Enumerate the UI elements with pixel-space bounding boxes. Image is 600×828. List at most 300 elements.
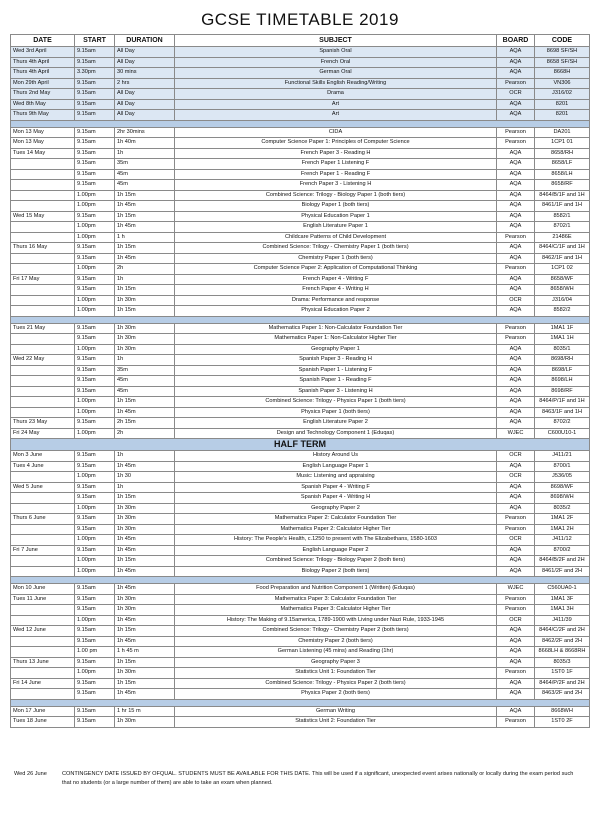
cell-code: 8461/1F and 1H [535,201,590,212]
cell-subject: German Oral [175,68,497,79]
cell-subject: Computer Science Paper 1: Principles of Computer Science [175,138,497,149]
cell-start: 9.15am [75,211,115,222]
cell-subject: Chemistry Paper 1 (both tiers) [175,253,497,264]
cell-duration: 1h 30 [115,472,175,483]
cell-start: 9.15am [75,138,115,149]
cell-date: Thurs 4th April [11,68,75,79]
cell-start: 1.00pm [75,306,115,317]
table-row [11,428,590,439]
cell-board: AQA [497,190,535,201]
cell-start: 1.00pm [75,407,115,418]
cell-board: Pearson [497,138,535,149]
cell-code: 8464/B/1F and 1H [535,190,590,201]
cell-subject: Mathematics Paper 3: Calculator Higher Tier [175,605,497,616]
cell-board: AQA [497,68,535,79]
cell-duration: 1h 30m [115,334,175,345]
cell-start: 1.00pm [75,222,115,233]
cell-date [11,344,75,355]
cell-subject: Functional Skills English Reading/Writing [175,78,497,89]
cell-board: AQA [497,689,535,700]
cell-date: Tues 21 May [11,323,75,334]
cell-board: WJEC [497,428,535,439]
cell-code: 8698/RF [535,386,590,397]
cell-start: 9.15am [75,285,115,296]
cell-date [11,566,75,577]
header-start: START [75,35,115,47]
cell-code: J411/39 [535,615,590,626]
cell-duration: 1h 30m [115,344,175,355]
cell-code: 1MA1 3F [535,594,590,605]
cell-duration: 1 h 45 m [115,647,175,658]
header-code: CODE [535,35,590,47]
cell-date: Mon 13 May [11,138,75,149]
cell-duration: 1h 30m [115,524,175,535]
cell-start: 1.00pm [75,201,115,212]
cell-start: 9.15am [75,636,115,647]
cell-subject: Biology Paper 2 (both tiers) [175,566,497,577]
cell-board: Pearson [497,78,535,89]
cell-board: Pearson [497,334,535,345]
table-row [11,159,590,170]
cell-duration: 1 h [115,232,175,243]
cell-subject: Art [175,99,497,110]
cell-subject: Design and Technology Component 1 (Eduqas) [175,428,497,439]
table-row [11,211,590,222]
cell-code: 8668LH & 8668RH [535,647,590,658]
cell-date [11,222,75,233]
cell-date [11,689,75,700]
cell-start: 9.15am [75,594,115,605]
cell-subject: Geography Paper 2 [175,503,497,514]
cell-board: AQA [497,222,535,233]
cell-board: AQA [497,493,535,504]
cell-code: J316/04 [535,295,590,306]
cell-duration: 1h 30m [115,605,175,616]
cell-code: 8698 SF/SH [535,47,590,58]
cell-start: 9.15am [75,514,115,525]
table-row [11,365,590,376]
cell-board: AQA [497,99,535,110]
cell-board: Pearson [497,127,535,138]
cell-code: 8658/WH [535,285,590,296]
cell-duration: 1h 45m [115,535,175,546]
cell-code: 8668H [535,68,590,79]
cell-subject: Music: Listening and appraising [175,472,497,483]
cell-subject: Spanish Paper 1 - Reading F [175,376,497,387]
table-row [11,323,590,334]
cell-duration: All Day [115,47,175,58]
cell-duration: All Day [115,110,175,121]
cell-duration: 1h 15m [115,190,175,201]
cell-date [11,295,75,306]
cell-board: AQA [497,376,535,387]
cell-code: 8582/1 [535,211,590,222]
half-term-label: HALF TERM [11,439,590,451]
cell-code: 8462/1F and 1H [535,253,590,264]
cell-duration: 2h [115,428,175,439]
cell-duration: All Day [115,57,175,68]
cell-start: 9.15am [75,605,115,616]
cell-code: 21486E [535,232,590,243]
cell-start: 9.15am [75,148,115,159]
table-row [11,584,590,595]
cell-board: OCR [497,535,535,546]
cell-duration: 1h 15m [115,211,175,222]
cell-date: Wed 8th May [11,99,75,110]
cell-start: 1.00pm [75,668,115,679]
cell-board: AQA [497,407,535,418]
table-row [11,626,590,637]
table-row [11,253,590,264]
cell-start: 9.15am [75,127,115,138]
cell-start: 9.15am [75,451,115,462]
table-row [11,678,590,689]
cell-board: AQA [497,566,535,577]
cell-code: 8702/1 [535,222,590,233]
cell-subject: Physical Education Paper 2 [175,306,497,317]
cell-duration: 2hr 30mins [115,127,175,138]
cell-subject: Chemistry Paper 2 (both tiers) [175,636,497,647]
cell-board: Pearson [497,264,535,275]
table-row [11,647,590,658]
cell-subject: Biology Paper 1 (both tiers) [175,201,497,212]
cell-subject: Mathematics Paper 2: Calculator Higher Tier [175,524,497,535]
cell-code: 8658/LH [535,169,590,180]
cell-duration: 45m [115,169,175,180]
cell-code: 8668WH [535,706,590,717]
cell-subject: Geography Paper 3 [175,657,497,668]
cell-board: Pearson [497,323,535,334]
cell-subject: History: The People's Health, c.1250 to present with The Elizabethans, 1580-1603 [175,535,497,546]
cell-start: 9.15am [75,482,115,493]
cell-code: 8201 [535,99,590,110]
cell-date [11,376,75,387]
cell-subject: Spanish Paper 3 - Reading H [175,355,497,366]
cell-board: AQA [497,306,535,317]
cell-date [11,334,75,345]
cell-date [11,668,75,679]
cell-duration: 1h 15m [115,243,175,254]
cell-start: 9.15am [75,99,115,110]
contingency-date: Wed 26 June [14,771,47,777]
cell-code: 8463/2F and 2H [535,689,590,700]
cell-board: AQA [497,201,535,212]
header-date: DATE [11,35,75,47]
cell-start: 1.00pm [75,295,115,306]
cell-start: 9.15am [75,524,115,535]
cell-code: 8698/LF [535,365,590,376]
cell-start: 9.15am [75,57,115,68]
cell-code: VN306 [535,78,590,89]
cell-duration: 1h [115,148,175,159]
cell-start: 9.15am [75,323,115,334]
table-row [11,397,590,408]
cell-subject: Computer Science Paper 2: Application of Computational Thinking [175,264,497,275]
cell-duration: All Day [115,89,175,100]
cell-subject: Childcare Patterns of Child Development [175,232,497,243]
cell-date [11,190,75,201]
cell-subject: Physics Paper 2 (both tiers) [175,689,497,700]
cell-duration: 1h 30m [115,717,175,728]
section-divider-cell [11,577,590,584]
cell-board: AQA [497,274,535,285]
table-row [11,376,590,387]
cell-date [11,605,75,616]
cell-board: Pearson [497,668,535,679]
cell-board: Pearson [497,605,535,616]
cell-board: AQA [497,365,535,376]
cell-code: 8658 SF/SH [535,57,590,68]
cell-duration: 1h 45m [115,201,175,212]
cell-start: 9.15am [75,376,115,387]
cell-start: 9.15am [75,365,115,376]
cell-subject: French Paper 4 - Writing F [175,274,497,285]
cell-code: 1MA1 1F [535,323,590,334]
cell-board: AQA [497,344,535,355]
table-row [11,717,590,728]
cell-code: 8461/2F and 2H [535,566,590,577]
cell-code: 8658/LF [535,159,590,170]
cell-duration: 1h 45m [115,461,175,472]
cell-board: OCR [497,451,535,462]
cell-duration: 1h 30m [115,668,175,679]
cell-date [11,556,75,567]
cell-date: Thurs 6 June [11,514,75,525]
cell-board: WJEC [497,584,535,595]
cell-code: 8698/WF [535,482,590,493]
cell-duration: 1h 15m [115,657,175,668]
cell-start: 9.15am [75,689,115,700]
cell-code: 8464/P/1F and 1H [535,397,590,408]
cell-code: 8463/1F and 1H [535,407,590,418]
table-row [11,138,590,149]
cell-board: AQA [497,148,535,159]
cell-duration: 1h 45m [115,615,175,626]
cell-board: AQA [497,57,535,68]
table-row [11,127,590,138]
table-row [11,451,590,462]
cell-date: Wed 15 May [11,211,75,222]
cell-date [11,180,75,191]
cell-date [11,169,75,180]
cell-duration: 1h 30m [115,503,175,514]
cell-duration: 1h 45m [115,566,175,577]
cell-duration: 2h [115,264,175,275]
cell-date: Thurs 2nd May [11,89,75,100]
cell-duration: 1h 15m [115,397,175,408]
cell-duration: 1h 30m [115,514,175,525]
cell-date: Thurs 13 June [11,657,75,668]
cell-date: Tues 11 June [11,594,75,605]
cell-subject: German Writing [175,706,497,717]
cell-date: Thurs 9th May [11,110,75,121]
cell-date [11,306,75,317]
cell-board: AQA [497,556,535,567]
cell-date [11,201,75,212]
cell-code: 8700/2 [535,545,590,556]
cell-subject: Spanish Paper 1 - Listening F [175,365,497,376]
cell-start: 9.15am [75,657,115,668]
cell-start: 9.15am [75,78,115,89]
cell-duration: 1h 15m [115,306,175,317]
cell-date [11,535,75,546]
cell-board: AQA [497,482,535,493]
header-row [11,35,590,47]
cell-subject: English Literature Paper 2 [175,418,497,429]
cell-code: 8698/RH [535,355,590,366]
cell-board: AQA [497,159,535,170]
cell-subject: Statistics Unit 2: Foundation Tier [175,717,497,728]
cell-board: AQA [497,180,535,191]
table-row [11,99,590,110]
cell-start: 1.00pm [75,264,115,275]
cell-date [11,472,75,483]
cell-start: 9.15am [75,355,115,366]
cell-date [11,397,75,408]
cell-start: 9.15am [75,47,115,58]
table-row [11,566,590,577]
cell-duration: 1h 45m [115,689,175,700]
cell-subject: French Paper 4 - Writing H [175,285,497,296]
cell-subject: History: The Making of 9.15america, 1789-1900 with Living under Nazi Rule, 1933-1945 [175,615,497,626]
cell-board: AQA [497,47,535,58]
cell-board: AQA [497,418,535,429]
cell-duration: 1h 45m [115,407,175,418]
cell-subject: Mathematics Paper 1: Non-Calculator Higher Tier [175,334,497,345]
cell-code: J536/05 [535,472,590,483]
cell-code: 8464/C/2F and 2H [535,626,590,637]
cell-code: C560UA0-1 [535,584,590,595]
cell-board: AQA [497,386,535,397]
cell-start: 9.15am [75,243,115,254]
cell-start: 1.00pm [75,535,115,546]
cell-date [11,407,75,418]
cell-duration: 1h 45m [115,584,175,595]
cell-duration: 45m [115,376,175,387]
cell-board: AQA [497,211,535,222]
cell-code: J316/02 [535,89,590,100]
cell-start: 9.15am [75,678,115,689]
contingency-text: CONTINGENCY DATE ISSUED BY OFQUAL. STUDENTS MUST BE AVAILABLE FOR THIS DATE. This will be used if a significant, unexpected event arises nationally or locally during the exam period such that no students (or a large number of them) are able to take an exam when planned. [62,771,574,786]
cell-code: 1ST0 1F [535,668,590,679]
cell-duration: 1h [115,355,175,366]
cell-subject: Statistics Unit 1: Foundation Tier [175,668,497,679]
cell-date [11,524,75,535]
cell-start: 1.00pm [75,190,115,201]
cell-date [11,615,75,626]
cell-start: 9.15am [75,706,115,717]
cell-code: 8464/B/2F and 2H [535,556,590,567]
cell-board: AQA [497,169,535,180]
timetable-body [11,47,590,728]
cell-duration: 45m [115,386,175,397]
cell-board: AQA [497,397,535,408]
cell-board: AQA [497,545,535,556]
cell-date: Tues 14 May [11,148,75,159]
cell-code: DA201 [535,127,590,138]
cell-subject: English Language Paper 1 [175,461,497,472]
table-row [11,472,590,483]
table-row [11,344,590,355]
table-row [11,222,590,233]
cell-board: AQA [497,626,535,637]
table-row [11,605,590,616]
cell-duration: 1h 45m [115,222,175,233]
cell-subject: Combined Science: Trilogy - Chemistry Paper 1 (both tiers) [175,243,497,254]
cell-board: AQA [497,285,535,296]
table-row [11,243,590,254]
table-row [11,706,590,717]
table-row [11,657,590,668]
cell-code: 1MA1 3H [535,605,590,616]
cell-subject: German Listening (45 mins) and Reading (1hr) [175,647,497,658]
cell-duration: All Day [115,99,175,110]
header-subject: SUBJECT [175,35,497,47]
cell-date: Tues 18 June [11,717,75,728]
table-row [11,636,590,647]
cell-subject: French Paper 1 - Reading F [175,169,497,180]
cell-duration: 30 mins [115,68,175,79]
table-row [11,514,590,525]
cell-code: 8035/2 [535,503,590,514]
cell-subject: Spanish Oral [175,47,497,58]
table-row [11,274,590,285]
cell-start: 9.15am [75,180,115,191]
cell-duration: 1 hr 15 m [115,706,175,717]
cell-subject: Mathematics Paper 2: Calculator Foundation Tier [175,514,497,525]
cell-code: 1MA1 1H [535,334,590,345]
cell-duration: 1h 15m [115,626,175,637]
cell-start: 9.15am [75,418,115,429]
cell-subject: French Paper 3 - Reading H [175,148,497,159]
section-divider [11,120,590,127]
cell-start: 1.00 pm [75,647,115,658]
half-term-row [11,439,590,451]
cell-code: C600U10-1 [535,428,590,439]
table-row [11,264,590,275]
cell-code: 1MA1 2H [535,524,590,535]
cell-date: Wed 5 June [11,482,75,493]
table-row [11,524,590,535]
cell-date: Wed 22 May [11,355,75,366]
table-row [11,556,590,567]
cell-board: AQA [497,657,535,668]
table-row [11,306,590,317]
cell-start: 9.15am [75,334,115,345]
cell-subject: Combined Science: Trilogy - Physics Paper 1 (both tiers) [175,397,497,408]
cell-date: Thurs 16 May [11,243,75,254]
cell-start: 9.15am [75,274,115,285]
cell-date: Mon 10 June [11,584,75,595]
cell-date: Thurs 23 May [11,418,75,429]
cell-code: 8035/3 [535,657,590,668]
cell-subject: Combined Science: Trilogy - Biology Paper 1 (both tiers) [175,190,497,201]
cell-code: 8658/RF [535,180,590,191]
cell-subject: Spanish Paper 3 - Listening H [175,386,497,397]
cell-code: 8700/1 [535,461,590,472]
cell-duration: 1h 15m [115,678,175,689]
cell-start: 9.15am [75,584,115,595]
cell-start: 1.00pm [75,472,115,483]
cell-subject: CIDA [175,127,497,138]
cell-date [11,636,75,647]
cell-duration: 1h 15m [115,556,175,567]
cell-code: 8201 [535,110,590,121]
cell-board: Pearson [497,717,535,728]
cell-subject: Combined Science: Trilogy - Physics Paper 2 (both tiers) [175,678,497,689]
table-row [11,461,590,472]
cell-start: 9.15am [75,493,115,504]
